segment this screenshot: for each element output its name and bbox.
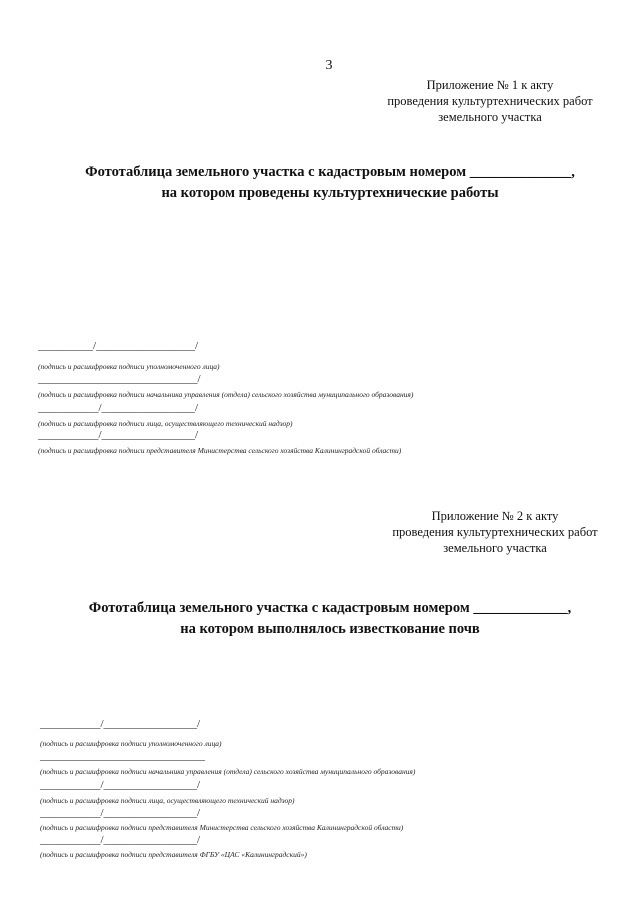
appendix-1-line-2: проведения культуртехнических работ [387,94,593,108]
phototable-2-title-line-2: на котором выполнялось известкование почв [180,621,480,637]
signature-line[interactable]: __________/__________________/ [38,340,199,352]
page-number: 3 [325,58,333,73]
appendix-2-heading [365,508,625,556]
signature-caption: (подпись и расшифровка подписи представителя Министерства сельского хозяйства Калининградской области) [38,446,402,455]
signature-caption: (подпись и расшифровка подписи начальника управления (отдела) сельского хозяйства муниципального образования) [40,767,416,776]
appendix-1-line-1: Приложение № 1 к акту [426,78,554,92]
signature-line[interactable]: ___________/_________________/ [40,807,201,819]
signature-line[interactable]: ___________/_________________/ [38,429,199,441]
phototable-1-title [40,162,620,204]
appendix-2-line-1: Приложение № 2 к акту [431,509,559,523]
signature-caption: (подпись и расшифровка подписи уполномоченного лица) [38,362,220,371]
signature-caption: (подпись и расшифровка подписи начальника управления (отдела) сельского хозяйства муниципального образования) [38,390,414,399]
signature-line[interactable]: ___________/_________________/ [38,402,199,414]
signature-caption: (подпись и расшифровка подписи представителя Министерства сельского хозяйства Калининградской области) [40,823,404,832]
appendix-1-line-3: земельного участка [438,110,542,124]
appendix-2-line-2: проведения культуртехнических работ [392,525,598,539]
signature-caption: (подпись и расшифровка подписи лица, осуществляющего технический надзор) [38,419,293,428]
signature-caption: (подпись и расшифровка подписи уполномоченного лица) [40,739,222,748]
signature-line[interactable]: ______________________________ [40,750,205,762]
appendix-2-line-3: земельного участка [443,541,547,555]
phototable-1-title-line-1: Фототаблица земельного участка с кадастровым номером ______________, [85,164,575,180]
signature-caption: (подпись и расшифровка подписи представителя ФГБУ «ЦАС «Калининградский») [40,850,307,859]
appendix-1-heading [360,77,620,125]
phototable-1-title-line-2: на котором проведены культуртехнические работы [161,185,499,201]
signature-line[interactable]: _____________________________/ [38,373,201,385]
phototable-2-title [40,598,620,640]
signature-line[interactable]: ___________/_________________/ [40,779,201,791]
signature-caption: (подпись и расшифровка подписи лица, осуществляющего технический надзор) [40,796,295,805]
phototable-2-title-line-1: Фототаблица земельного участка с кадастровым номером _____________, [88,600,572,616]
signature-line[interactable]: ___________/_________________/ [40,834,201,846]
signature-line[interactable]: ___________/_________________/ [40,718,201,730]
